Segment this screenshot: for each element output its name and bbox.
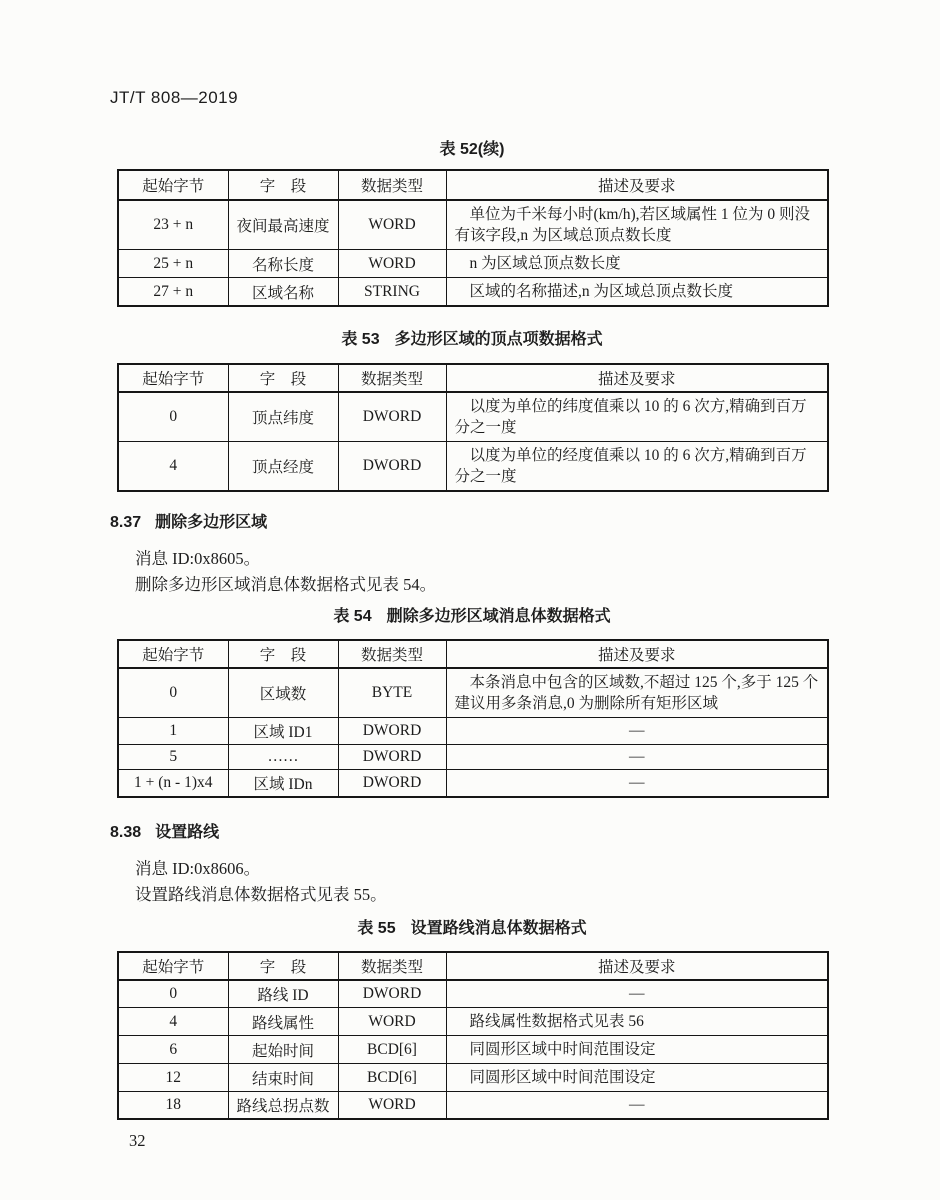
col-header-data-type: 数据类型 bbox=[338, 170, 446, 200]
col-header-field: 字 段 bbox=[228, 170, 338, 200]
table-52-caption bbox=[117, 140, 827, 160]
table-52 bbox=[117, 169, 829, 307]
cell-data-type: WORD bbox=[338, 200, 446, 250]
table-row bbox=[118, 745, 828, 770]
cell-start-byte: 1 + (n - 1)x4 bbox=[118, 770, 228, 798]
col-header-data-type: 数据类型 bbox=[338, 640, 446, 668]
paragraph-table-reference: 设置路线消息体数据格式见表 55。 bbox=[135, 885, 387, 904]
col-header-data-type: 数据类型 bbox=[338, 952, 446, 980]
table-caption-label: 表 53 bbox=[341, 331, 380, 348]
table-row bbox=[118, 980, 828, 1008]
cell-data-type: STRING bbox=[338, 278, 446, 307]
cell-description: 单位为千米每小时(km/h),若区域属性 1 位为 0 则没有该字段,n 为区域总顶点数长度 bbox=[446, 200, 828, 250]
cell-description: — bbox=[446, 745, 828, 770]
cell-field: 区域名称 bbox=[228, 278, 338, 307]
col-header-start-byte: 起始字节 bbox=[118, 952, 228, 980]
section-title: 设置路线 bbox=[155, 824, 220, 841]
cell-data-type: BCD[6] bbox=[338, 1064, 446, 1092]
table-row bbox=[118, 668, 828, 718]
table-header-row bbox=[118, 952, 828, 980]
table-caption-title: 多边形区域的顶点项数据格式 bbox=[394, 331, 603, 348]
table-54 bbox=[117, 639, 829, 798]
section-heading-8-37 bbox=[110, 513, 828, 533]
cell-description: 以度为单位的经度值乘以 10 的 6 次方,精确到百万分之一度 bbox=[446, 442, 828, 492]
table-55 bbox=[117, 951, 829, 1120]
cell-field: 区域数 bbox=[228, 668, 338, 718]
table-header-row bbox=[118, 170, 828, 200]
cell-data-type: WORD bbox=[338, 1008, 446, 1036]
table-row bbox=[118, 278, 828, 307]
cell-description: 同圆形区域中时间范围设定 bbox=[446, 1036, 828, 1064]
table-caption-title: 删除多边形区域消息体数据格式 bbox=[386, 608, 611, 625]
table-caption-label: 表 55 bbox=[357, 920, 396, 937]
table-row bbox=[118, 1036, 828, 1064]
cell-field: 顶点经度 bbox=[228, 442, 338, 492]
cell-field: 顶点纬度 bbox=[228, 392, 338, 442]
paragraph-message-id: 消息 ID:0x8605。 bbox=[135, 549, 261, 568]
table-row bbox=[118, 250, 828, 278]
col-header-data-type: 数据类型 bbox=[338, 364, 446, 392]
table-53 bbox=[117, 363, 829, 492]
cell-start-byte: 23 + n bbox=[118, 200, 228, 250]
page-number: 32 bbox=[129, 1131, 146, 1150]
cell-data-type: WORD bbox=[338, 250, 446, 278]
table-caption-label: 表 54 bbox=[333, 608, 372, 625]
paragraph-message-id: 消息 ID:0x8606。 bbox=[135, 859, 261, 878]
table-row bbox=[118, 442, 828, 492]
cell-start-byte: 27 + n bbox=[118, 278, 228, 307]
section-number: 8.37 bbox=[110, 514, 142, 531]
section-heading-8-38 bbox=[110, 823, 828, 843]
cell-description: — bbox=[446, 1092, 828, 1120]
cell-field: 路线总拐点数 bbox=[228, 1092, 338, 1120]
table-row bbox=[118, 1092, 828, 1120]
cell-data-type: DWORD bbox=[338, 770, 446, 798]
cell-data-type: DWORD bbox=[338, 392, 446, 442]
cell-description: n 为区域总顶点数长度 bbox=[446, 250, 828, 278]
cell-start-byte: 4 bbox=[118, 442, 228, 492]
cell-start-byte: 18 bbox=[118, 1092, 228, 1120]
col-header-field: 字 段 bbox=[228, 640, 338, 668]
table-row bbox=[118, 1008, 828, 1036]
cell-start-byte: 6 bbox=[118, 1036, 228, 1064]
cell-field: 区域 ID1 bbox=[228, 718, 338, 745]
cell-description: 以度为单位的纬度值乘以 10 的 6 次方,精确到百万分之一度 bbox=[446, 392, 828, 442]
section-number: 8.38 bbox=[110, 824, 142, 841]
cell-field: 起始时间 bbox=[228, 1036, 338, 1064]
cell-description: 路线属性数据格式见表 56 bbox=[446, 1008, 828, 1036]
paragraph-table-reference: 删除多边形区域消息体数据格式见表 54。 bbox=[135, 575, 437, 594]
cell-data-type: DWORD bbox=[338, 718, 446, 745]
table-header-row bbox=[118, 364, 828, 392]
cell-data-type: DWORD bbox=[338, 745, 446, 770]
cell-field: 名称长度 bbox=[228, 250, 338, 278]
table-caption-title: 设置路线消息体数据格式 bbox=[410, 920, 587, 937]
col-header-description: 描述及要求 bbox=[446, 640, 828, 668]
cell-description: — bbox=[446, 718, 828, 745]
col-header-start-byte: 起始字节 bbox=[118, 170, 228, 200]
table-row bbox=[118, 718, 828, 745]
cell-field: 夜间最高速度 bbox=[228, 200, 338, 250]
cell-data-type: WORD bbox=[338, 1092, 446, 1120]
cell-field: 路线属性 bbox=[228, 1008, 338, 1036]
col-header-field: 字 段 bbox=[228, 952, 338, 980]
cell-start-byte: 1 bbox=[118, 718, 228, 745]
table-row bbox=[118, 770, 828, 798]
table-header-row bbox=[118, 640, 828, 668]
table-row bbox=[118, 392, 828, 442]
table-row bbox=[118, 200, 828, 250]
table-caption-label: 表 52(续) bbox=[439, 141, 505, 158]
col-header-description: 描述及要求 bbox=[446, 170, 828, 200]
cell-data-type: DWORD bbox=[338, 980, 446, 1008]
cell-description: 本条消息中包含的区域数,不超过 125 个,多于 125 个建议用多条消息,0 为删除所有矩形区域 bbox=[446, 668, 828, 718]
col-header-description: 描述及要求 bbox=[446, 364, 828, 392]
cell-data-type: BCD[6] bbox=[338, 1036, 446, 1064]
cell-description: 区域的名称描述,n 为区域总顶点数长度 bbox=[446, 278, 828, 307]
document-code-header: JT/T 808—2019 bbox=[110, 88, 239, 107]
cell-field: …… bbox=[228, 745, 338, 770]
table-53-caption bbox=[117, 330, 827, 350]
cell-field: 路线 ID bbox=[228, 980, 338, 1008]
table-55-caption bbox=[117, 919, 827, 939]
table-row bbox=[118, 1064, 828, 1092]
cell-description: — bbox=[446, 770, 828, 798]
col-header-start-byte: 起始字节 bbox=[118, 640, 228, 668]
cell-start-byte: 0 bbox=[118, 392, 228, 442]
col-header-start-byte: 起始字节 bbox=[118, 364, 228, 392]
section-title: 删除多边形区域 bbox=[155, 514, 268, 531]
cell-description: 同圆形区域中时间范围设定 bbox=[446, 1064, 828, 1092]
col-header-description: 描述及要求 bbox=[446, 952, 828, 980]
cell-data-type: BYTE bbox=[338, 668, 446, 718]
cell-field: 区域 IDn bbox=[228, 770, 338, 798]
cell-field: 结束时间 bbox=[228, 1064, 338, 1092]
cell-description: — bbox=[446, 980, 828, 1008]
cell-data-type: DWORD bbox=[338, 442, 446, 492]
cell-start-byte: 25 + n bbox=[118, 250, 228, 278]
col-header-field: 字 段 bbox=[228, 364, 338, 392]
cell-start-byte: 0 bbox=[118, 668, 228, 718]
cell-start-byte: 4 bbox=[118, 1008, 228, 1036]
cell-start-byte: 12 bbox=[118, 1064, 228, 1092]
cell-start-byte: 5 bbox=[118, 745, 228, 770]
table-54-caption bbox=[117, 607, 827, 627]
cell-start-byte: 0 bbox=[118, 980, 228, 1008]
